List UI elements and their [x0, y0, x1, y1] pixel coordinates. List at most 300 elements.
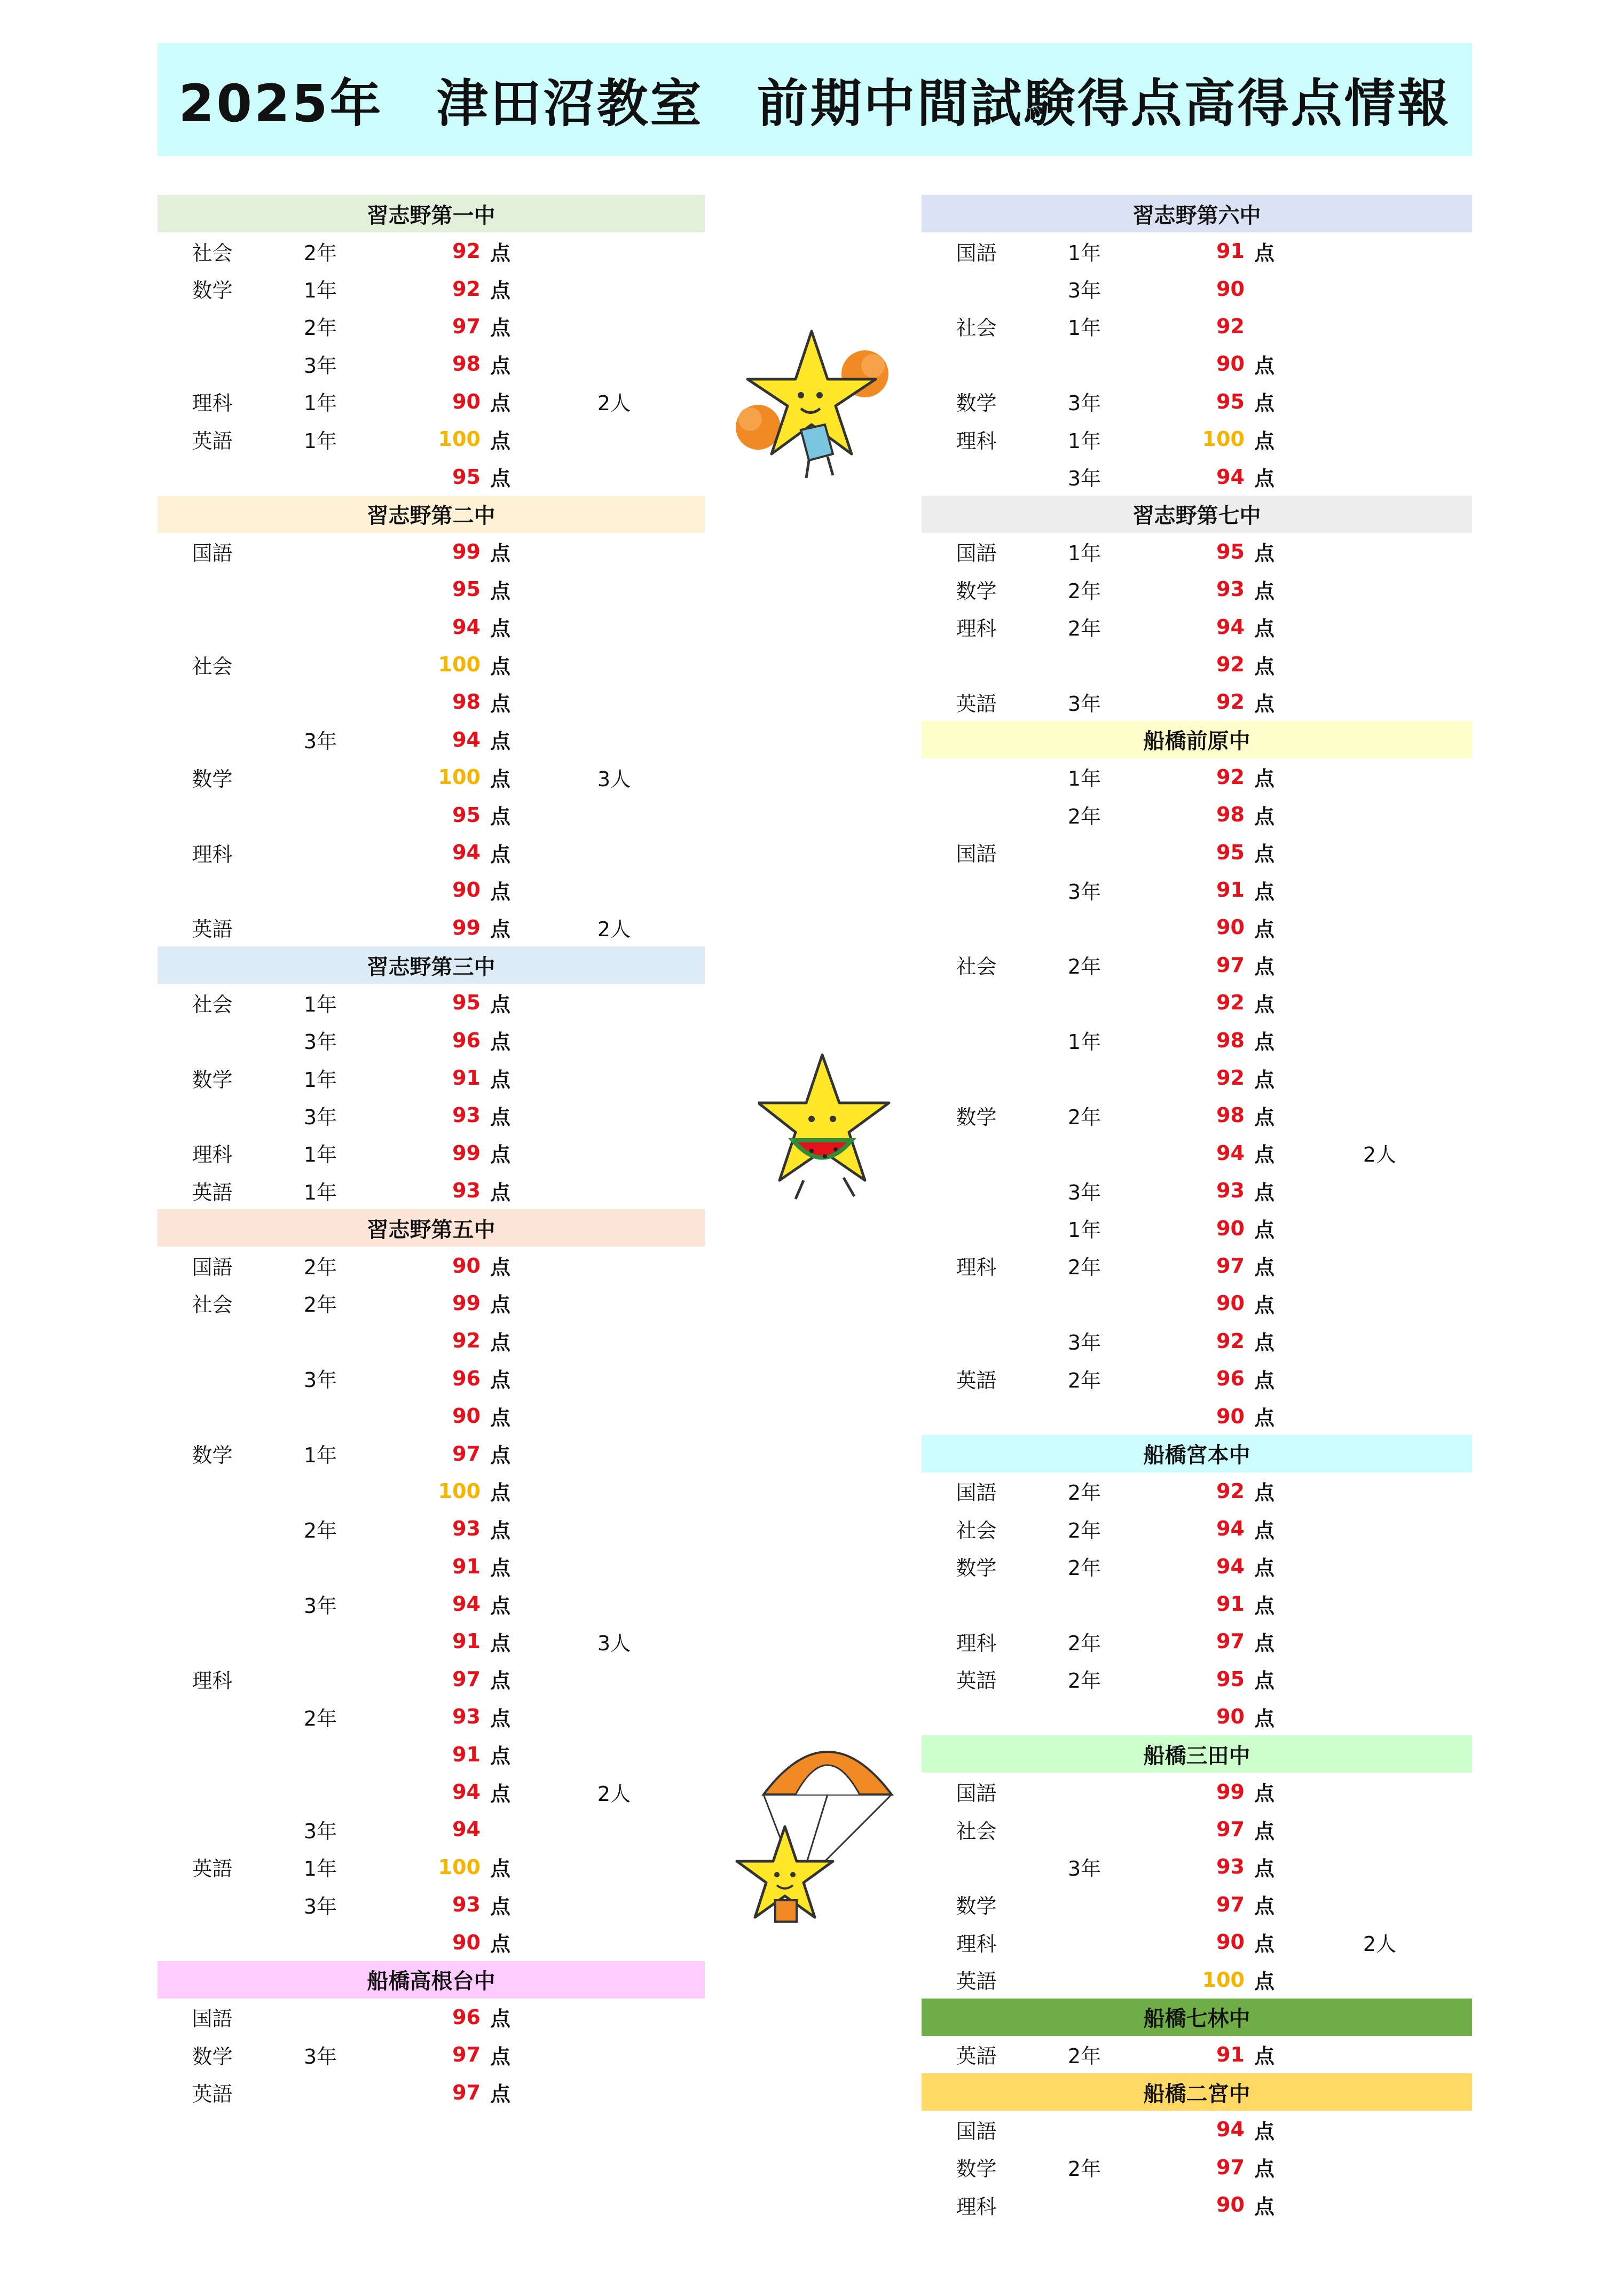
grade-cell: 1年 — [303, 1068, 337, 1092]
score-cell: 100 — [1202, 427, 1245, 451]
subject-cell — [158, 1811, 267, 1848]
grade-cell: 3年 — [1067, 1331, 1101, 1355]
count-cell: 2人 — [597, 1782, 631, 1806]
unit-cell: 点 — [1254, 1068, 1275, 1092]
table-row — [922, 270, 1472, 307]
count-cell — [1287, 1886, 1472, 1923]
table-row — [922, 1811, 1472, 1848]
score-table — [922, 2111, 1472, 2223]
unit-cell: 点 — [1254, 692, 1275, 716]
count-cell — [1287, 1360, 1472, 1397]
score-cell: 98 — [1216, 1103, 1245, 1127]
subject-cell — [158, 721, 267, 758]
subject-cell: 数学 — [192, 279, 233, 303]
table-row — [922, 1848, 1472, 1885]
unit-cell: 点 — [1254, 1368, 1275, 1392]
score-cell: 90 — [452, 1404, 481, 1428]
score-cell: 94 — [1216, 2118, 1245, 2142]
score-cell: 94 — [452, 841, 481, 865]
table-row — [922, 1247, 1472, 1284]
score-cell: 96 — [452, 1028, 481, 1052]
subject-cell: 数学 — [956, 1556, 997, 1580]
table-row — [158, 458, 705, 495]
score-cell: 92 — [452, 1329, 481, 1353]
subject-cell — [158, 608, 267, 646]
subject-cell — [158, 1735, 267, 1773]
grade-cell: 3年 — [1067, 1856, 1101, 1880]
unit-cell: 点 — [490, 2007, 511, 2031]
subject-cell: 英語 — [192, 2082, 233, 2106]
subject-cell — [158, 308, 267, 345]
count-cell — [523, 345, 705, 382]
subject-cell — [922, 1172, 1031, 1209]
grade-cell — [1031, 833, 1138, 871]
subject-cell: 数学 — [192, 767, 233, 791]
unit-cell: 点 — [490, 279, 511, 303]
table-row — [158, 1548, 705, 1585]
score-cell: 90 — [1216, 1705, 1245, 1729]
count-cell — [523, 1698, 705, 1735]
score-table — [922, 1773, 1472, 1998]
subject-cell — [158, 1698, 267, 1735]
score-cell: 92 — [1216, 765, 1245, 789]
subject-cell: 英語 — [956, 2044, 997, 2068]
count-cell — [1287, 833, 1472, 871]
unit-cell: 点 — [1254, 467, 1275, 491]
score-cell: 98 — [452, 690, 481, 714]
table-row — [158, 1435, 705, 1472]
count-cell — [523, 1548, 705, 1585]
score-cell: 95 — [452, 465, 481, 489]
count-cell — [1287, 2111, 1472, 2148]
grade-cell: 3年 — [1067, 1180, 1101, 1204]
score-cell: 94 — [452, 1817, 481, 1841]
count-cell — [1287, 1059, 1472, 1096]
table-row — [158, 570, 705, 608]
count-cell — [523, 683, 705, 720]
subject-cell — [922, 1585, 1031, 1623]
table-row — [158, 1698, 705, 1735]
grade-cell — [267, 570, 374, 608]
score-cell: 93 — [1216, 1855, 1245, 1879]
subject-cell — [922, 1021, 1031, 1059]
score-cell: 92 — [452, 277, 481, 301]
score-cell: 100 — [438, 1855, 481, 1879]
table-row — [158, 1247, 705, 1284]
table-row — [922, 1134, 1472, 1172]
unit-cell: 点 — [490, 542, 511, 566]
table-row — [158, 646, 705, 683]
score-cell: 97 — [452, 2080, 481, 2104]
score-cell: 95 — [1216, 1667, 1245, 1691]
count-cell — [523, 308, 705, 345]
title-band — [158, 43, 1472, 156]
table-row — [922, 458, 1472, 495]
subject-cell — [922, 796, 1031, 833]
table-row — [158, 1397, 705, 1435]
page-title: 2025年 津田沼教室 前期中間試験得点高得点情報 — [178, 73, 1451, 134]
grade-cell — [1031, 1059, 1138, 1096]
grade-cell — [267, 1623, 374, 1660]
subject-cell — [922, 908, 1031, 946]
unit-cell: 点 — [490, 467, 511, 491]
subject-cell — [922, 345, 1031, 382]
unit-cell: 点 — [490, 241, 511, 265]
count-cell — [1287, 232, 1472, 270]
subject-cell: 理科 — [956, 1631, 997, 1655]
subject-cell: 数学 — [956, 1105, 997, 1129]
count-cell — [523, 1660, 705, 1698]
grade-cell — [1031, 1886, 1138, 1923]
table-row — [158, 2074, 705, 2111]
unit-cell: 点 — [490, 1330, 511, 1354]
count-cell — [1287, 758, 1472, 796]
grade-cell: 3年 — [303, 1819, 337, 1843]
subject-cell: 国語 — [956, 1481, 997, 1505]
score-cell: 100 — [438, 653, 481, 677]
score-cell: 98 — [452, 352, 481, 376]
score-cell: 94 — [452, 1780, 481, 1804]
count-cell — [1287, 1397, 1472, 1435]
count-cell — [523, 721, 705, 758]
score-cell: 90 — [1216, 1291, 1245, 1315]
grade-cell — [267, 1660, 374, 1698]
grade-cell: 1年 — [303, 992, 337, 1016]
count-cell — [1287, 984, 1472, 1021]
subject-cell: 理科 — [956, 1256, 997, 1280]
count-cell — [523, 1472, 705, 1510]
count-cell — [523, 1247, 705, 1284]
score-cell: 94 — [1216, 615, 1245, 639]
count-cell — [1287, 1096, 1472, 1134]
score-cell: 94 — [1216, 1554, 1245, 1578]
grade-cell: 2年 — [1067, 804, 1101, 828]
count-cell — [523, 420, 705, 458]
table-row — [922, 308, 1472, 345]
grade-cell — [267, 683, 374, 720]
grade-cell: 3年 — [303, 1030, 337, 1054]
subject-cell: 社会 — [192, 1293, 233, 1317]
right-column — [922, 195, 1472, 2223]
subject-cell — [158, 1472, 267, 1510]
unit-cell: 点 — [1254, 1481, 1275, 1505]
subject-cell — [158, 458, 267, 495]
subject-cell — [158, 871, 267, 908]
unit-cell: 点 — [1254, 1556, 1275, 1580]
grade-cell: 2年 — [1067, 1256, 1101, 1280]
count-cell — [1287, 270, 1472, 307]
unit-cell: 点 — [1254, 1293, 1275, 1317]
table-row — [922, 1322, 1472, 1360]
unit-cell: 点 — [1254, 1406, 1275, 1430]
table-row — [158, 1096, 705, 1134]
score-cell: 97 — [452, 1667, 481, 1691]
grade-cell: 2年 — [303, 241, 337, 265]
score-cell: 90 — [452, 1253, 481, 1278]
count-cell — [1287, 2186, 1472, 2223]
grade-cell — [267, 834, 374, 871]
grade-cell: 2年 — [1067, 2157, 1101, 2181]
unit-cell: 点 — [1254, 654, 1275, 678]
count-cell — [1287, 1510, 1472, 1547]
grade-cell: 3年 — [303, 2044, 337, 2068]
subject-cell — [922, 871, 1031, 908]
unit-cell: 点 — [1254, 1518, 1275, 1542]
count-cell — [523, 1923, 705, 1961]
count-cell: 2人 — [1363, 1143, 1397, 1167]
score-cell: 100 — [438, 427, 481, 451]
table-row — [922, 1096, 1472, 1134]
table-row — [922, 1886, 1472, 1923]
count-cell: 3人 — [597, 1631, 631, 1655]
subject-cell — [922, 1848, 1031, 1885]
table-row — [922, 1923, 1472, 1961]
grade-cell: 3年 — [303, 1894, 337, 1918]
star-watermelon-illustration — [758, 1047, 902, 1202]
score-table — [158, 1999, 705, 2111]
unit-cell: 点 — [490, 1481, 511, 1505]
score-cell: 91 — [1216, 1592, 1245, 1616]
grade-cell: 1年 — [1067, 1218, 1101, 1242]
table-row — [922, 646, 1472, 683]
score-cell: 94 — [1216, 1141, 1245, 1165]
count-cell — [1287, 1209, 1472, 1247]
subject-cell — [158, 345, 267, 382]
subject-cell: 国語 — [956, 842, 997, 866]
subject-cell: 数学 — [192, 1444, 233, 1468]
subject-cell: 国語 — [956, 1782, 997, 1806]
grade-cell: 1年 — [303, 1143, 337, 1167]
table-row — [158, 909, 705, 946]
grade-cell: 1年 — [303, 1857, 337, 1881]
unit-cell: 点 — [490, 1744, 511, 1768]
count-cell — [1287, 1848, 1472, 1885]
count-cell — [1287, 1961, 1472, 1998]
unit-cell: 点 — [490, 1894, 511, 1918]
school-header: 習志野第三中 — [158, 946, 705, 984]
grade-cell — [267, 1548, 374, 1585]
school-header: 習志野第五中 — [158, 1209, 705, 1247]
subject-cell: 国語 — [956, 2119, 997, 2143]
count-cell — [523, 984, 705, 1021]
score-cell: 91 — [1216, 878, 1245, 902]
subject-cell — [158, 796, 267, 833]
table-row — [922, 984, 1472, 1021]
score-cell: 99 — [452, 915, 481, 939]
unit-cell: 点 — [1254, 1030, 1275, 1054]
table-row — [158, 1660, 705, 1698]
grade-cell: 2年 — [1067, 1518, 1101, 1542]
grade-cell: 2年 — [303, 1706, 337, 1730]
table-row — [922, 345, 1472, 382]
score-cell: 92 — [1216, 1066, 1245, 1090]
unit-cell: 点 — [490, 1406, 511, 1430]
unit-cell: 点 — [490, 1368, 511, 1392]
subject-cell: 理科 — [192, 1143, 233, 1167]
table-row — [922, 1698, 1472, 1735]
table-row — [922, 1510, 1472, 1547]
table-row — [922, 420, 1472, 458]
unit-cell: 点 — [1254, 1143, 1275, 1167]
subject-cell: 理科 — [956, 617, 997, 641]
subject-cell — [922, 1397, 1031, 1435]
subject-cell: 社会 — [956, 955, 997, 979]
count-cell — [523, 1811, 705, 1848]
unit-cell: 点 — [490, 1706, 511, 1730]
score-cell: 95 — [452, 803, 481, 827]
count-cell — [523, 1435, 705, 1472]
table-row — [158, 2036, 705, 2073]
count-cell — [523, 458, 705, 495]
left-column — [158, 195, 705, 2111]
score-cell: 90 — [1216, 277, 1245, 301]
unit-cell: 点 — [490, 805, 511, 829]
subject-cell — [158, 1585, 267, 1623]
count-cell — [1287, 458, 1472, 495]
score-cell: 92 — [1216, 314, 1245, 338]
count-cell — [523, 1848, 705, 1886]
table-row — [158, 758, 705, 796]
unit-cell: 点 — [1254, 1594, 1275, 1618]
score-cell: 100 — [438, 765, 481, 789]
table-row — [922, 2036, 1472, 2073]
score-table — [922, 2036, 1472, 2073]
subject-cell: 社会 — [956, 1518, 997, 1542]
grade-cell — [1031, 1284, 1138, 1322]
subject-cell: 理科 — [192, 842, 233, 866]
subject-cell: 英語 — [192, 1857, 233, 1881]
subject-cell: 国語 — [192, 2007, 233, 2031]
grade-cell: 3年 — [1067, 279, 1101, 303]
star-parachute-illustration — [726, 1730, 897, 1933]
table-row — [922, 1961, 1472, 1998]
grade-cell — [267, 1923, 374, 1961]
table-row — [158, 721, 705, 758]
count-cell — [523, 608, 705, 646]
school-header: 習志野第一中 — [158, 195, 705, 232]
table-row — [158, 533, 705, 570]
unit-cell: 点 — [490, 1293, 511, 1317]
table-row — [158, 1923, 705, 1961]
table-row — [922, 533, 1472, 570]
unit-cell: 点 — [490, 1444, 511, 1468]
count-cell — [1287, 1021, 1472, 1059]
grade-cell: 1年 — [1067, 316, 1101, 340]
count-cell — [1287, 345, 1472, 382]
table-row — [158, 232, 705, 270]
table-row — [922, 232, 1472, 270]
count-cell: 2人 — [597, 918, 631, 942]
count-cell — [1287, 2036, 1472, 2073]
grade-cell: 1年 — [1067, 429, 1101, 453]
score-cell: 92 — [1216, 1479, 1245, 1503]
unit-cell: 点 — [1254, 955, 1275, 979]
grade-cell — [267, 1735, 374, 1773]
subject-cell — [158, 1360, 267, 1397]
table-row — [922, 1209, 1472, 1247]
table-row — [158, 1472, 705, 1510]
grade-cell: 2年 — [1067, 617, 1101, 641]
score-table — [922, 758, 1472, 1435]
subject-cell: 数学 — [956, 1894, 997, 1918]
grade-cell: 2年 — [303, 1293, 337, 1317]
grade-cell: 1年 — [1067, 1030, 1101, 1054]
table-row — [158, 1585, 705, 1623]
count-cell — [1287, 1698, 1472, 1735]
unit-cell: 点 — [490, 617, 511, 641]
unit-cell: 点 — [1254, 992, 1275, 1016]
grade-cell: 3年 — [1067, 692, 1101, 716]
unit-cell — [1245, 308, 1287, 345]
subject-cell — [158, 1096, 267, 1134]
table-row — [158, 871, 705, 908]
count-cell — [1287, 1172, 1472, 1209]
unit-cell: 点 — [490, 2044, 511, 2068]
score-cell: 90 — [1216, 1216, 1245, 1240]
unit-cell: 点 — [1254, 579, 1275, 603]
count-cell — [523, 1397, 705, 1435]
school-header: 船橋三田中 — [922, 1735, 1472, 1773]
table-row — [922, 608, 1472, 646]
score-cell: 91 — [1216, 239, 1245, 263]
score-cell: 90 — [1216, 352, 1245, 376]
table-row — [158, 420, 705, 458]
score-cell: 95 — [1216, 539, 1245, 563]
score-cell: 99 — [452, 1141, 481, 1165]
unit-cell: 点 — [490, 316, 511, 340]
grade-cell — [267, 533, 374, 570]
unit-cell: 点 — [490, 992, 511, 1016]
score-cell: 97 — [1216, 1817, 1245, 1841]
subject-cell — [158, 1923, 267, 1961]
count-cell — [523, 1096, 705, 1134]
score-cell: 95 — [1216, 840, 1245, 864]
grade-cell: 1年 — [303, 279, 337, 303]
score-cell: 97 — [452, 1441, 481, 1466]
unit-cell — [481, 1811, 523, 1848]
table-row — [158, 1134, 705, 1172]
unit-cell: 点 — [490, 1782, 511, 1806]
count-cell — [1287, 420, 1472, 458]
score-cell: 93 — [452, 1179, 481, 1203]
score-cell: 93 — [1216, 577, 1245, 601]
star-cheerleader-illustration — [731, 320, 892, 486]
score-cell: 94 — [452, 1592, 481, 1616]
unit-cell: 点 — [490, 429, 511, 453]
grade-cell: 3年 — [1067, 391, 1101, 416]
count-cell — [1287, 908, 1472, 946]
unit-cell: 点 — [1254, 1218, 1275, 1242]
school-header: 習志野第二中 — [158, 496, 705, 533]
unit-cell: 点 — [1254, 1331, 1275, 1355]
subject-cell — [158, 570, 267, 608]
unit-cell: 点 — [1254, 2044, 1275, 2068]
subject-cell — [922, 1322, 1031, 1360]
subject-cell: 理科 — [192, 391, 233, 416]
table-row — [158, 270, 705, 307]
table-row — [158, 1773, 705, 1811]
count-cell — [523, 1510, 705, 1547]
grade-cell — [267, 1999, 374, 2036]
count-cell: 2人 — [597, 391, 631, 416]
grade-cell: 3年 — [303, 1105, 337, 1129]
score-cell: 94 — [452, 727, 481, 751]
subject-cell — [158, 683, 267, 720]
table-row — [922, 796, 1472, 833]
subject-cell: 国語 — [192, 542, 233, 566]
school-header: 習志野第七中 — [922, 496, 1472, 533]
score-cell: 93 — [1216, 1179, 1245, 1203]
